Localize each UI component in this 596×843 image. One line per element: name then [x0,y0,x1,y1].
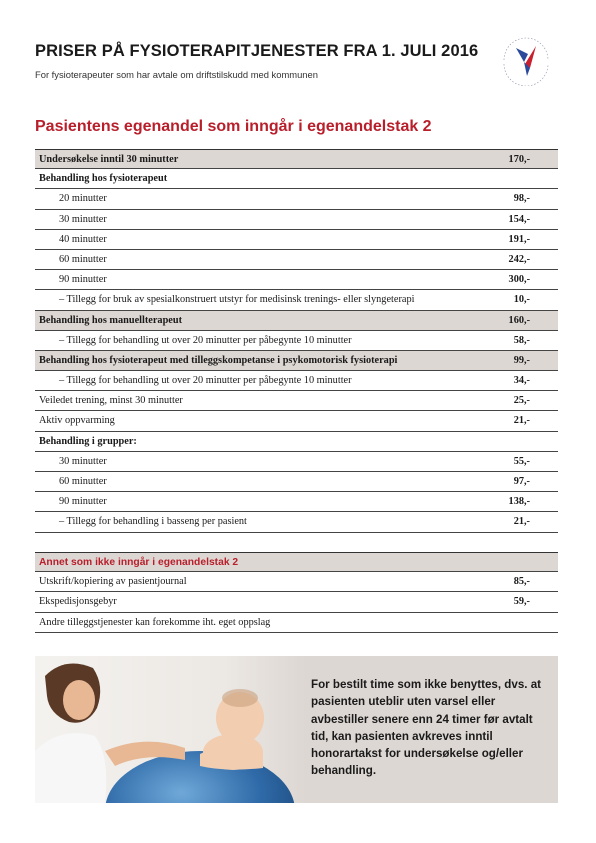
row-price: 34,- [513,375,530,387]
page-subtitle: For fysioterapeuter som har avtale om driftstilskudd med kommunen [35,69,318,80]
row-price: 300,- [508,274,530,286]
table-row [35,331,558,351]
row-price: 10,- [513,294,530,306]
row-label: Aktiv oppvarming [39,415,115,427]
row-price: 191,- [508,233,530,245]
therapist-baby-photo [35,656,305,803]
row-price: 242,- [508,253,530,265]
row-price: 21,- [513,516,530,528]
table-row [35,452,558,472]
page-title: PRISER PÅ FYSIOTERAPITJENESTER FRA 1. JULI 2016 [35,42,479,60]
table-row [35,472,558,492]
table-row [35,149,558,169]
table-row [35,189,558,209]
row-price: 154,- [508,213,530,225]
row-label: Behandling hos fysioterapeut med tilleggskompetanse i psykomotorisk fysioterapi [39,354,398,366]
row-price: 58,- [513,334,530,346]
table-section-header [35,552,558,572]
notice-text: For bestilt time som ikke benyttes, dvs. at pasienten uteblir uten varsel eller avbestiller senere enn 24 timer før avtalt tid, kan pasienten avkreves inntil honorartakst for undersøkelse og/eller behandling. [311,678,542,778]
table-row [35,210,558,230]
table-row [35,492,558,512]
row-label: 30 minutter [59,213,107,225]
row-price: 138,- [508,496,530,508]
row-price: 55,- [513,455,530,467]
row-label: Behandling hos fysioterapeut [39,173,168,185]
table-row [35,371,558,391]
row-label: 40 minutter [59,233,107,245]
row-label: – Tillegg for behandling ut over 20 minutter per påbegynte 10 minutter [59,334,352,346]
table-row [35,250,558,270]
row-label: Veiledet trening, minst 30 minutter [39,395,183,407]
row-price: 97,- [513,476,530,487]
row-label: Utskrift/kopiering av pasientjournal [39,576,187,588]
section-title: Pasientens egenandel som inngår i egenandelstak 2 [35,118,432,135]
table-row [35,411,558,431]
row-price: 170,- [508,154,530,165]
row-label: Behandling hos manuellterapeut [39,314,183,326]
table-row [35,311,558,331]
other-fees-table [35,552,558,633]
table-row [35,230,558,250]
row-label: 60 minutter [59,476,107,487]
row-label: 90 minutter [59,274,107,286]
notice-box [35,656,558,803]
row-label: Undersøkelse inntil 30 minutter [39,154,179,165]
table-row [35,351,558,371]
row-price: 85,- [513,576,530,588]
row-label: – Tillegg for behandling i basseng per pasient [59,516,247,528]
row-label: Andre tilleggstjenester kan forekomme iht. eget oppslag [39,616,271,628]
row-price: 99,- [513,354,530,366]
row-label: Behandling i grupper: [39,435,137,447]
table-row [35,270,558,290]
row-price: 160,- [508,314,530,326]
table-row [35,391,558,411]
row-label: 20 minutter [59,193,107,205]
row-price: 25,- [513,395,530,407]
row-label: – Tillegg for behandling ut over 20 minutter per påbegynte 10 minutter [59,375,352,387]
table-row [35,169,558,189]
row-price: 98,- [513,193,530,205]
norwegian-physiotherapist-association-logo [494,34,558,86]
row-price: 21,- [513,415,530,427]
table-row [35,432,558,452]
row-label: Ekspedisjonsgebyr [39,596,117,608]
table-row [35,572,558,592]
row-label: 30 minutter [59,455,107,467]
table-row [35,290,558,310]
row-label: 60 minutter [59,253,107,265]
row-label: 90 minutter [59,496,107,508]
table-row [35,592,558,612]
price-table [35,149,558,533]
table-row [35,512,558,532]
row-price: 59,- [513,596,530,608]
section-subtitle: Annet som ikke inngår i egenandelstak 2 [39,557,239,568]
table-row [35,613,558,633]
row-label: – Tillegg for bruk av spesialkonstruert utstyr for medisinsk trenings- eller slyngeterapi [59,294,415,306]
